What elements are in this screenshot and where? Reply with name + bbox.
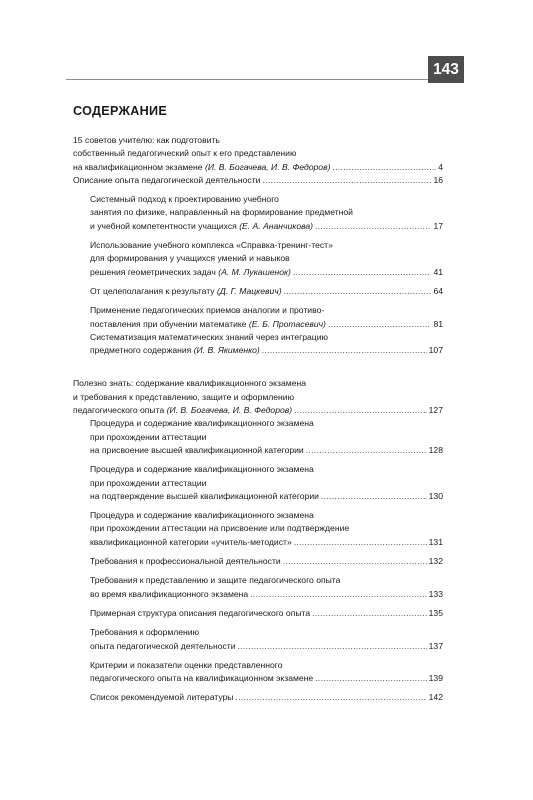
dot-leader	[332, 161, 436, 174]
toc-entry-line: Процедура и содержание квалификационного экзамена	[90, 464, 314, 475]
dot-leader	[315, 672, 426, 685]
toc-entry-line: 15 советов учителю: как подготовить	[73, 135, 220, 145]
toc-entry[interactable]	[73, 134, 443, 174]
toc-entry-line: Требования к оформлению	[90, 627, 200, 638]
toc-entry-title: поставления при обучении математике	[90, 318, 249, 329]
toc-entry[interactable]	[73, 174, 443, 187]
toc-page-number: 64	[433, 285, 443, 296]
toc-entry-line: при прохождении аттестации на присвоение или подтверждение	[90, 523, 350, 534]
dot-leader	[262, 344, 427, 357]
toc-entry-author: (И. В. Богачева, И. В. Федоров)	[204, 161, 331, 172]
dot-leader	[306, 444, 427, 457]
toc-page-number: 142	[428, 692, 443, 703]
toc-entry[interactable]	[90, 659, 443, 686]
toc-entry-title: Список рекомендуемой литературы	[90, 692, 234, 703]
dot-leader	[294, 404, 427, 417]
toc-entry-author: (Е. А. Ананчикова)	[239, 220, 314, 231]
dot-leader	[262, 174, 431, 187]
toc-entry[interactable]	[90, 509, 443, 549]
toc-entry-title: предметного содержания	[90, 345, 194, 356]
toc-page-number: 132	[428, 556, 443, 567]
toc-entry-line: Процедура и содержание квалификационного экзамена	[90, 510, 314, 521]
toc-entry-title: От целеполагания к результату	[90, 285, 217, 296]
toc-entry-line: Требования к представлению и защите педагогического опыта	[90, 575, 341, 586]
dot-leader	[315, 220, 431, 233]
toc-entry-line: занятия по физике, направленный на формирование предметной	[90, 207, 353, 218]
page-number: 143	[428, 56, 464, 83]
toc-entry-line: Системный подход к проектированию учебного	[90, 194, 279, 205]
dot-leader	[312, 607, 426, 620]
toc-entry[interactable]	[90, 285, 443, 298]
header-rule	[66, 79, 428, 80]
toc-entry[interactable]	[90, 417, 443, 457]
toc-entry-line: и требования к представлению, защите и оформлению	[73, 391, 295, 402]
dot-leader	[328, 318, 432, 331]
toc-entry-author: (А. М. Лукашенок)	[218, 266, 291, 277]
toc-entry-line: Применение педагогических приемов аналогии и противо-	[90, 305, 325, 316]
toc-page-number: 81	[433, 318, 443, 329]
toc-entry-title: и учебной компетентности учащихся	[90, 220, 240, 231]
toc-entry-author: (И. В. Якименко)	[193, 345, 260, 356]
dot-leader	[293, 266, 432, 279]
toc-page-number: 4	[438, 161, 443, 172]
toc-entry-line: собственный педагогический опыт к его представлению	[73, 148, 297, 159]
toc-entry-title: на квалификационном экзамене	[73, 161, 205, 172]
toc-entry-line: для формирования у учащихся умений и навыков	[90, 253, 290, 264]
toc-entry-line: Систематизация математических знаний через интеграцию	[90, 331, 328, 342]
toc-entry[interactable]	[90, 193, 443, 233]
toc-page-number: 133	[428, 588, 443, 599]
dot-leader	[238, 640, 427, 653]
toc-entry-line: Использование учебного комплекса «Справка-тренинг-тест»	[90, 240, 333, 251]
toc-entry-title: педагогического опыта на квалификационном экзамене	[90, 673, 314, 684]
toc-page-number: 17	[433, 220, 443, 231]
toc-entry-author: (И. В. Богачева, И. В. Федоров)	[166, 405, 293, 416]
toc-entry[interactable]	[90, 691, 443, 704]
toc-entry[interactable]	[90, 239, 443, 279]
toc-entry-line: Критерии и показатели оценки представленного	[90, 659, 283, 670]
toc-page-number: 127	[428, 405, 443, 416]
table-of-contents	[73, 134, 443, 705]
toc-page-number: 137	[428, 640, 443, 651]
dot-leader	[283, 555, 427, 568]
toc-entry-title: Требования к профессиональной деятельности	[90, 556, 281, 567]
toc-entry-title: на подтверждение высшей квалификационной категории	[90, 490, 319, 501]
toc-entry[interactable]	[90, 463, 443, 503]
toc-entry[interactable]	[90, 574, 443, 601]
toc-page-number: 128	[428, 444, 443, 455]
toc-entry-author: (Д. Г. Мацкевич)	[216, 285, 282, 296]
dot-leader	[284, 285, 432, 298]
toc-page-number: 130	[428, 490, 443, 501]
toc-entry-author: (Е. Б. Протасевич)	[248, 318, 326, 329]
dot-leader	[294, 536, 427, 549]
toc-page-number: 131	[428, 536, 443, 547]
toc-entry[interactable]	[90, 304, 443, 331]
dot-leader	[321, 490, 427, 503]
toc-entry-title: во время квалификационного экзамена	[90, 588, 249, 599]
toc-entry-title: Описание опыта педагогической деятельности	[73, 174, 261, 185]
toc-entry-line: при прохождении аттестации	[90, 477, 207, 488]
toc-entry[interactable]	[90, 626, 443, 653]
toc-entry-title: решения геометрических задач	[90, 266, 219, 277]
toc-page-number: 139	[428, 673, 443, 684]
toc-entry-title: педагогического опыта	[73, 405, 167, 416]
toc-entry[interactable]	[90, 331, 443, 358]
toc-entry-title: на присвоение высшей квалификационной категории	[90, 444, 304, 455]
toc-entry[interactable]	[90, 555, 443, 568]
toc-entry-line: Процедура и содержание квалификационного экзамена	[90, 418, 314, 429]
toc-page-number: 135	[428, 607, 443, 618]
dot-leader	[250, 588, 426, 601]
toc-entry[interactable]	[73, 377, 443, 417]
toc-entry-title: Примерная структура описания педагогического опыта	[90, 607, 311, 618]
toc-page-number: 41	[433, 266, 443, 277]
toc-page-number: 107	[428, 345, 443, 356]
toc-entry[interactable]	[90, 607, 443, 620]
toc-entry-title: опыта педагогической деятельности	[90, 640, 236, 651]
toc-heading: СОДЕРЖАНИЕ	[73, 104, 168, 118]
toc-entry-title: квалификационной категории «учитель-методист»	[90, 536, 292, 547]
dot-leader	[235, 691, 426, 704]
toc-page-number: 16	[433, 174, 443, 185]
toc-entry-line: Полезно знать: содержание квалификационного экзамена	[73, 378, 306, 389]
toc-entry-line: при прохождении аттестации	[90, 431, 207, 442]
